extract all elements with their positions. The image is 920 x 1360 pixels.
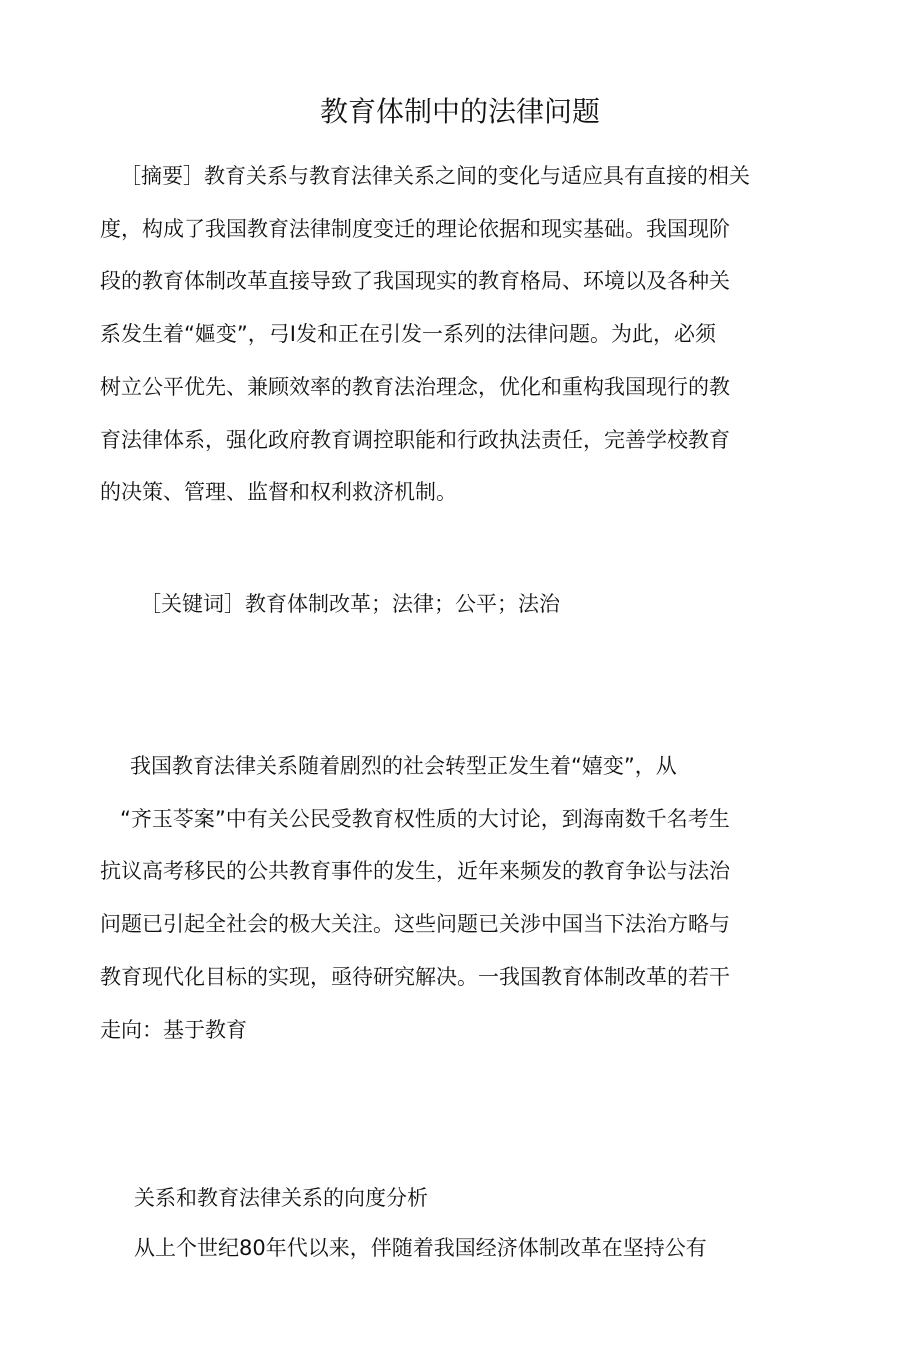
body-line: 教育现代化目标的实现，亟待研究解决。一我国教育体制改革的若干 [100,964,730,989]
section-heading: 关系和教育法律关系的向度分析 [134,1186,428,1210]
body-line: 我国教育法律关系随着剧烈的社会转型正发生着“嬉变”，从 [130,754,677,778]
document-title: 教育体制中的法律问题 [319,95,600,128]
abstract-line: 度，构成了我国教育法律制度变迁的理论依据和现实基础。我国现阶 [100,216,730,241]
keywords-line: ［关键词］教育体制改革；法律；公平；法治 [140,592,560,616]
body-paragraph [100,740,800,1056]
abstract-line: 育法律体系，强化政府教育调控职能和行政执法责任，完善学校教育 [100,427,730,452]
abstract-line: 系发生着“嫗变”，弓I发和正在引发一系列的法律问题。为此，必须 [100,322,716,347]
abstract-line: 的决策、管理、监督和权利救济机制。 [100,480,457,505]
abstract-line: 段的教育体制改革直接导致了我国现实的教育格局、环境以及各种关 [100,269,730,294]
section-body-line: 从上个世纪80年代以来，伴随着我国经济体制改革在坚持公有 [134,1236,707,1260]
abstract-paragraph [100,150,800,519]
body-line: 抗议高考移民的公共教育事件的发生，近年来频发的教育争讼与法治 [100,859,730,884]
abstract-line: 树立公平优先、兼顾效率的教育法治理念，优化和重构我国现行的教 [100,374,730,399]
body-line: 问题已引起全社会的极大关注。这些问题已关涉中国当下法治方略与 [100,912,730,937]
abstract-line: ［摘要］教育关系与教育法律关系之间的变化与适应具有直接的相关 [120,164,750,188]
body-line: “齐玉苓案”中有关公民受教育权性质的大讨论，到海南数千名考生 [120,806,730,831]
body-line: 走向：基于教育 [100,1017,247,1042]
